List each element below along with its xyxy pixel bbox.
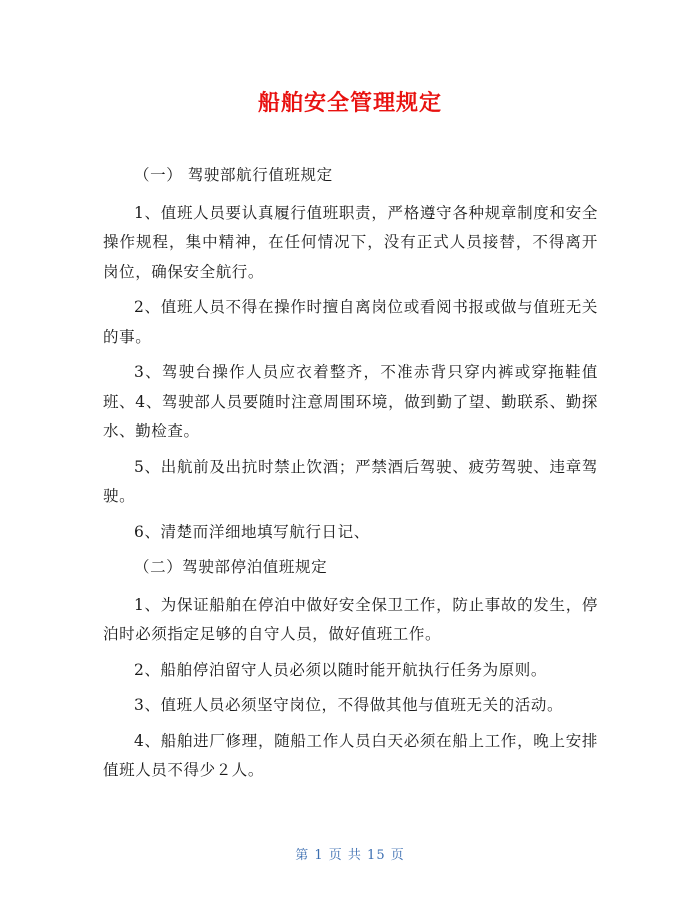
- paragraph: 5、出航前及出抗时禁止饮酒；严禁酒后驾驶、疲劳驾驶、违章驾驶。: [103, 457, 598, 505]
- document-title: 船舶安全管理规定: [257, 91, 442, 116]
- paragraph: 2、值班人员不得在操作时擅自离岗位或看阅书报或做与值班无关的事。: [103, 298, 598, 346]
- paragraph: 3、驾驶台操作人员应衣着整齐，不准赤背只穿内裤或穿拖鞋值班、4、驾驶部人员要随时注意周围环境，做到勤了望、勤联系、勤探水、勤检查。: [103, 363, 598, 440]
- paragraph: 1、为保证船舶在停泊中做好安全保卫工作，防止事故的发生，停泊时必须指定足够的自守人员，做好值班工作。: [103, 595, 598, 643]
- paragraph: 4、船舶进厂修理，随船工作人员白天必须在船上工作，晚上安排值班人员不得少２人。: [103, 731, 598, 779]
- section-heading: （一） 驾驶部航行值班规定: [134, 166, 333, 184]
- paragraph: 2、船舶停泊留守人员必须以随时能开航执行任务为原则。: [134, 660, 547, 679]
- document-body: [103, 161, 598, 792]
- section-heading: （二）驾驶部停泊值班规定: [134, 558, 328, 576]
- page-footer: 第 1 页 共 15 页: [295, 848, 405, 863]
- paragraph: 6、清楚而洋细地填写航行日记、: [134, 522, 370, 541]
- paragraph: 3、值班人员必须坚守岗位，不得做其他与值班无关的活动。: [134, 696, 564, 714]
- paragraph: 1、值班人员要认真履行值班职责，严格遵守各种规章制度和安全操作规程，集中精神，在任何情况下，没有正式人员接替，不得离开岗位，确保安全航行。: [103, 203, 598, 281]
